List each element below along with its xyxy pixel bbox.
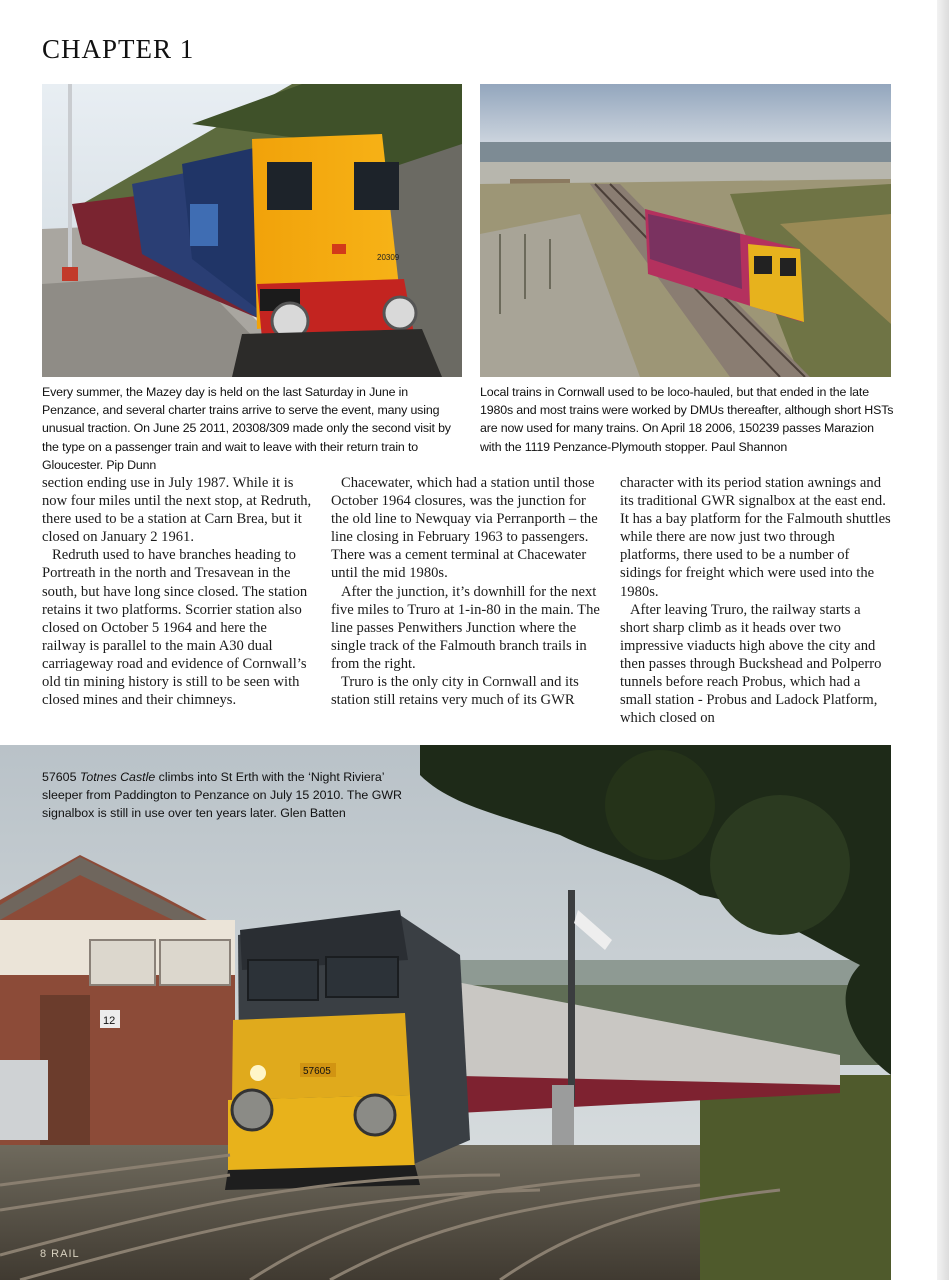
paragraph: section ending use in July 1987. While it is now four miles until the next stop, at Redruth, there used to be a station at Carn Brea, but it closed on January 2 1961. <box>42 475 312 546</box>
caption-top-right: Local trains in Cornwall used to be loco-hauled, but that ended in the late 1980s and most trains were worked by DMUs thereafter, although short HSTs are now used for many trains. On April 18 2006, 150239 passes Marazion with the 1119 Penzance-Plymouth stopper. Paul Shannon <box>480 385 894 454</box>
page-folio: 8 RAIL <box>40 1248 80 1260</box>
signalbox-number-plate: 12 <box>103 1015 116 1027</box>
paragraph: character with its period station awnings and its traditional GWR signalbox at the east end. It has a bay platform for the Falmouth shuttles while there are now just two through platforms, there used to be a number of sidings for freight which were used into the 1980s. <box>620 475 891 600</box>
caption-bottom <box>42 768 422 823</box>
caption-loco-name: Totnes Castle <box>79 770 156 784</box>
caption-loco-number: 57605 <box>42 770 77 784</box>
photo-st-erth-57605 <box>0 745 891 1280</box>
photo-marazion-dmu <box>480 84 891 377</box>
caption-text: climbs into St Erth with the ‘Night Riviera’ sleeper from Paddington to Penzance on July 15 2010. The GWR signalbox is still in use over ten years later. Glen Batten <box>42 770 402 821</box>
paragraph: After the junction, it’s downhill for the next five miles to Truro at 1-in-80 in the main. The line passes Penwithers Junction where the single track of the Falmouth branch trails in from the right. <box>331 583 600 672</box>
caption-top-left: Every summer, the Mazey day is held on the last Saturday in June in Penzance, and several charter trains arrive to serve the event, many using unusual traction. On June 25 2011, 20308/309 made only the second visit by the type on a passenger train and wait to leave with their return train to Gloucester. Pip Dunn <box>42 385 451 472</box>
paragraph: After leaving Truro, the railway starts a short sharp climb as it heads over two impressive viaducts high above the city and then passes through Buckshead and Polperro tunnels before reach Probus, which had a small station - Probus and Ladock Platform, which closed on <box>620 601 882 727</box>
photo-penzance-class20 <box>42 84 462 377</box>
loco-number-20309: 20309 <box>377 253 400 262</box>
text-column-2 <box>331 474 603 709</box>
paragraph: Chacewater, which had a station until those October 1964 closures, was the junction for the old line to Newquay via Perranporth – the line closing in February 1963 to passengers. There was a cement terminal at Chacewater until the mid 1980s. <box>331 475 598 582</box>
chapter-title: CHAPTER 1 <box>42 34 195 64</box>
text-column-1 <box>42 474 314 709</box>
text-column-3 <box>620 474 892 727</box>
paragraph: Truro is the only city in Cornwall and its station still retains very much of its GWR <box>331 674 579 709</box>
loco-number-57605: 57605 <box>303 1066 331 1077</box>
paragraph: Redruth used to have branches heading to Portreath in the north and Tresavean in the south, but have long since closed. The station retains it two platforms. Scorrier station also closed on October 5 1964 and here the railway is parallel to the main A30 dual carriageway road and evidence of Cornwall’s old tin mining history is still to be seen with closed mines and their chimneys. <box>42 547 308 709</box>
page-edge-shadow <box>937 0 949 1280</box>
